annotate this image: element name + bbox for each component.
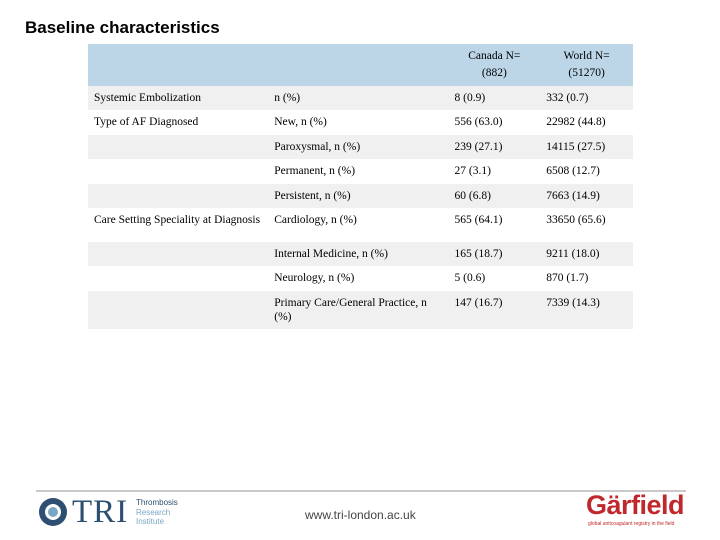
row-world: 7663 (14.9) — [540, 184, 633, 208]
table-row — [88, 86, 633, 110]
row-canada: 165 (18.7) — [449, 242, 541, 266]
table-header-row — [88, 44, 633, 86]
tri-subtitle: Thrombosis Research Institute — [136, 498, 178, 526]
table-row — [88, 135, 633, 159]
row-label: Internal Medicine, n (%) — [268, 242, 448, 266]
header-measure — [268, 44, 448, 86]
row-label: n (%) — [268, 86, 448, 110]
row-group — [88, 135, 268, 159]
table-row — [88, 159, 633, 183]
row-label: New, n (%) — [268, 110, 448, 134]
garfield-logo — [586, 490, 686, 530]
row-group: Type of AF Diagnosed — [88, 110, 268, 134]
garfield-wordmark: Gärfield — [586, 490, 685, 520]
row-group — [88, 291, 268, 330]
row-world: 33650 (65.6) — [540, 208, 633, 242]
row-label: Cardiology, n (%) — [268, 208, 448, 242]
row-world: 9211 (18.0) — [540, 242, 633, 266]
header-group — [88, 44, 268, 86]
table-row — [88, 208, 633, 242]
header-world: World N=(51270) — [540, 44, 633, 86]
row-world: 6508 (12.7) — [540, 159, 633, 183]
baseline-table — [88, 44, 633, 329]
footer-url: www.tri-london.ac.uk — [305, 508, 416, 522]
row-canada: 556 (63.0) — [449, 110, 541, 134]
row-world: 870 (1.7) — [540, 266, 633, 290]
row-label: Neurology, n (%) — [268, 266, 448, 290]
row-canada: 565 (64.1) — [449, 208, 541, 242]
garfield-tagline: global anticoagulant registry in the field — [588, 521, 675, 527]
header-canada: Canada N=(882) — [449, 44, 541, 86]
row-world: 7339 (14.3) — [540, 291, 633, 330]
row-canada: 27 (3.1) — [449, 159, 541, 183]
row-canada: 147 (16.7) — [449, 291, 541, 330]
table-row — [88, 291, 633, 330]
row-label: Permanent, n (%) — [268, 159, 448, 183]
row-canada: 239 (27.1) — [449, 135, 541, 159]
table-row — [88, 110, 633, 134]
table-row — [88, 266, 633, 290]
row-world: 22982 (44.8) — [540, 110, 633, 134]
table-row — [88, 242, 633, 266]
row-canada: 5 (0.6) — [449, 266, 541, 290]
row-group — [88, 242, 268, 266]
row-group: Systemic Embolization — [88, 86, 268, 110]
tri-logo — [38, 496, 198, 530]
row-group — [88, 159, 268, 183]
row-label: Primary Care/General Practice, n (%) — [268, 291, 448, 330]
table-row — [88, 184, 633, 208]
row-world: 14115 (27.5) — [540, 135, 633, 159]
row-group — [88, 266, 268, 290]
row-canada: 8 (0.9) — [449, 86, 541, 110]
tri-emblem-icon — [38, 497, 68, 527]
row-canada: 60 (6.8) — [449, 184, 541, 208]
tri-wordmark: TRI — [72, 494, 129, 530]
row-world: 332 (0.7) — [540, 86, 633, 110]
row-group: Care Setting Speciality at Diagnosis — [88, 208, 268, 242]
row-label: Paroxysmal, n (%) — [268, 135, 448, 159]
row-label: Persistent, n (%) — [268, 184, 448, 208]
page-title: Baseline characteristics — [25, 18, 220, 37]
row-group — [88, 184, 268, 208]
